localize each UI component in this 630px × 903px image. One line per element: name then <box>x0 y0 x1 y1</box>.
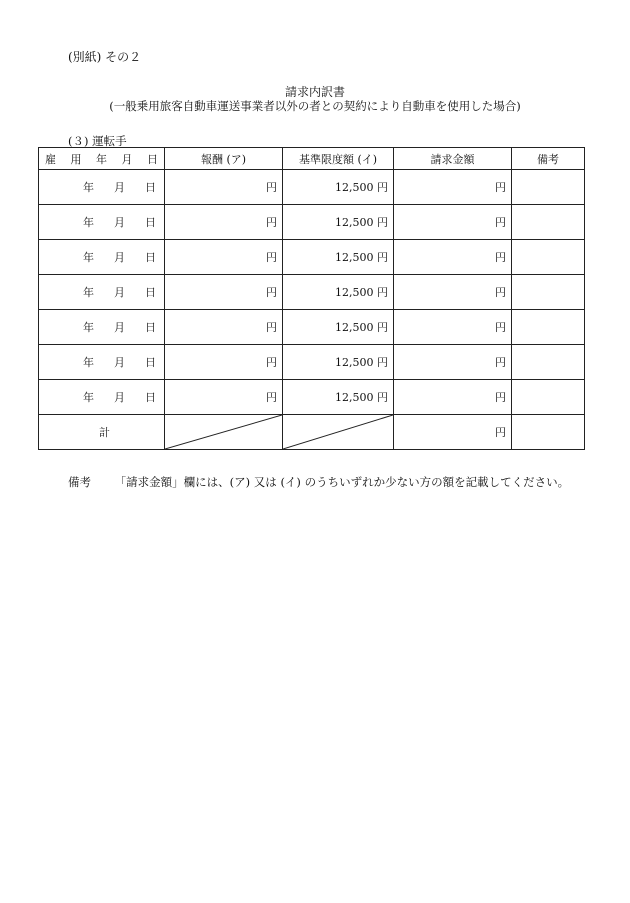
header-remarks: 備考 <box>512 148 585 170</box>
employment-date-field[interactable] <box>39 345 165 380</box>
diagonal-slash <box>283 415 393 449</box>
year-unit: 年 <box>83 391 94 404</box>
remarks-note-label: 備考 <box>68 475 91 489</box>
limit-amount: 12,500 円 <box>283 170 394 205</box>
header-date-char: 用 <box>70 152 82 166</box>
limit-amount: 12,500 円 <box>283 310 394 345</box>
day-unit: 日 <box>145 321 156 334</box>
header-requested: 請求金額 <box>394 148 512 170</box>
remarks-field[interactable] <box>512 310 585 345</box>
requested-amount-field[interactable]: 円 <box>394 205 512 240</box>
day-unit: 日 <box>145 391 156 404</box>
day-unit: 日 <box>145 356 156 369</box>
month-unit: 月 <box>114 251 125 264</box>
claim-breakdown-table <box>38 147 585 450</box>
day-unit: 日 <box>145 286 156 299</box>
limit-amount: 12,500 円 <box>283 345 394 380</box>
day-unit: 日 <box>145 251 156 264</box>
employment-date-field[interactable] <box>39 275 165 310</box>
pay-field[interactable]: 円 <box>165 205 283 240</box>
header-date-char: 年 <box>96 152 107 166</box>
header-date-char: 雇 <box>45 152 56 166</box>
pay-field[interactable]: 円 <box>165 240 283 275</box>
diagonal-slash <box>165 415 282 449</box>
requested-amount-field[interactable]: 円 <box>394 345 512 380</box>
year-unit: 年 <box>83 286 94 299</box>
month-unit: 月 <box>114 391 125 404</box>
header-pay: 報酬 (ア) <box>165 148 283 170</box>
pay-field[interactable]: 円 <box>165 380 283 415</box>
employment-date-field[interactable] <box>39 380 165 415</box>
pay-field[interactable]: 円 <box>165 170 283 205</box>
total-label: 計 <box>39 415 165 450</box>
year-unit: 年 <box>83 251 94 264</box>
table-header-row <box>39 148 585 170</box>
employment-date-field[interactable] <box>39 240 165 275</box>
pay-field[interactable]: 円 <box>165 310 283 345</box>
month-unit: 月 <box>114 181 125 194</box>
year-unit: 年 <box>83 181 94 194</box>
table-row <box>39 170 585 205</box>
limit-amount: 12,500 円 <box>283 275 394 310</box>
requested-total-field[interactable]: 円 <box>394 415 512 450</box>
header-date-char: 日 <box>147 152 158 166</box>
document-subtitle: (一般乗用旅客自動車運送事業者以外の者との契約により自動車を使用した場合) <box>109 99 521 113</box>
header-employment-date <box>39 148 165 170</box>
remarks-field[interactable] <box>512 240 585 275</box>
document-title: 請求内訳書 <box>284 85 345 99</box>
remarks-field[interactable] <box>512 170 585 205</box>
limit-total-blank <box>283 415 394 450</box>
requested-amount-field[interactable]: 円 <box>394 170 512 205</box>
table-row <box>39 240 585 275</box>
limit-amount: 12,500 円 <box>283 380 394 415</box>
month-unit: 月 <box>114 286 125 299</box>
requested-amount-field[interactable]: 円 <box>394 275 512 310</box>
remarks-note <box>68 474 569 490</box>
table-row <box>39 275 585 310</box>
month-unit: 月 <box>114 216 125 229</box>
month-unit: 月 <box>114 356 125 369</box>
year-unit: 年 <box>83 356 94 369</box>
requested-amount-field[interactable]: 円 <box>394 380 512 415</box>
header-date-char: 月 <box>121 152 133 166</box>
limit-amount: 12,500 円 <box>283 205 394 240</box>
day-unit: 日 <box>145 181 156 194</box>
remarks-field[interactable] <box>512 345 585 380</box>
day-unit: 日 <box>145 216 156 229</box>
remarks-field[interactable] <box>512 205 585 240</box>
limit-amount: 12,500 円 <box>283 240 394 275</box>
section-heading: (３) 運転手 <box>68 134 127 148</box>
requested-amount-field[interactable]: 円 <box>394 240 512 275</box>
year-unit: 年 <box>83 321 94 334</box>
remarks-field[interactable] <box>512 275 585 310</box>
pay-field[interactable]: 円 <box>165 275 283 310</box>
total-row <box>39 415 585 450</box>
header-limit: 基準限度額 (イ) <box>283 148 394 170</box>
remarks-field[interactable] <box>512 380 585 415</box>
employment-date-field[interactable] <box>39 310 165 345</box>
requested-amount-field[interactable]: 円 <box>394 310 512 345</box>
pay-field[interactable]: 円 <box>165 345 283 380</box>
table-row <box>39 345 585 380</box>
month-unit: 月 <box>114 321 125 334</box>
table-row <box>39 310 585 345</box>
pay-total-blank <box>165 415 283 450</box>
remarks-total-field[interactable] <box>512 415 585 450</box>
employment-date-field[interactable] <box>39 170 165 205</box>
year-unit: 年 <box>83 216 94 229</box>
employment-date-field[interactable] <box>39 205 165 240</box>
attachment-label: (別紙) その２ <box>68 50 142 64</box>
remarks-note-text: 「請求金額」欄には、(ア) 又は (イ) のうちいずれか少ない方の額を記載してください。 <box>114 475 570 489</box>
table-row <box>39 380 585 415</box>
table-row <box>39 205 585 240</box>
